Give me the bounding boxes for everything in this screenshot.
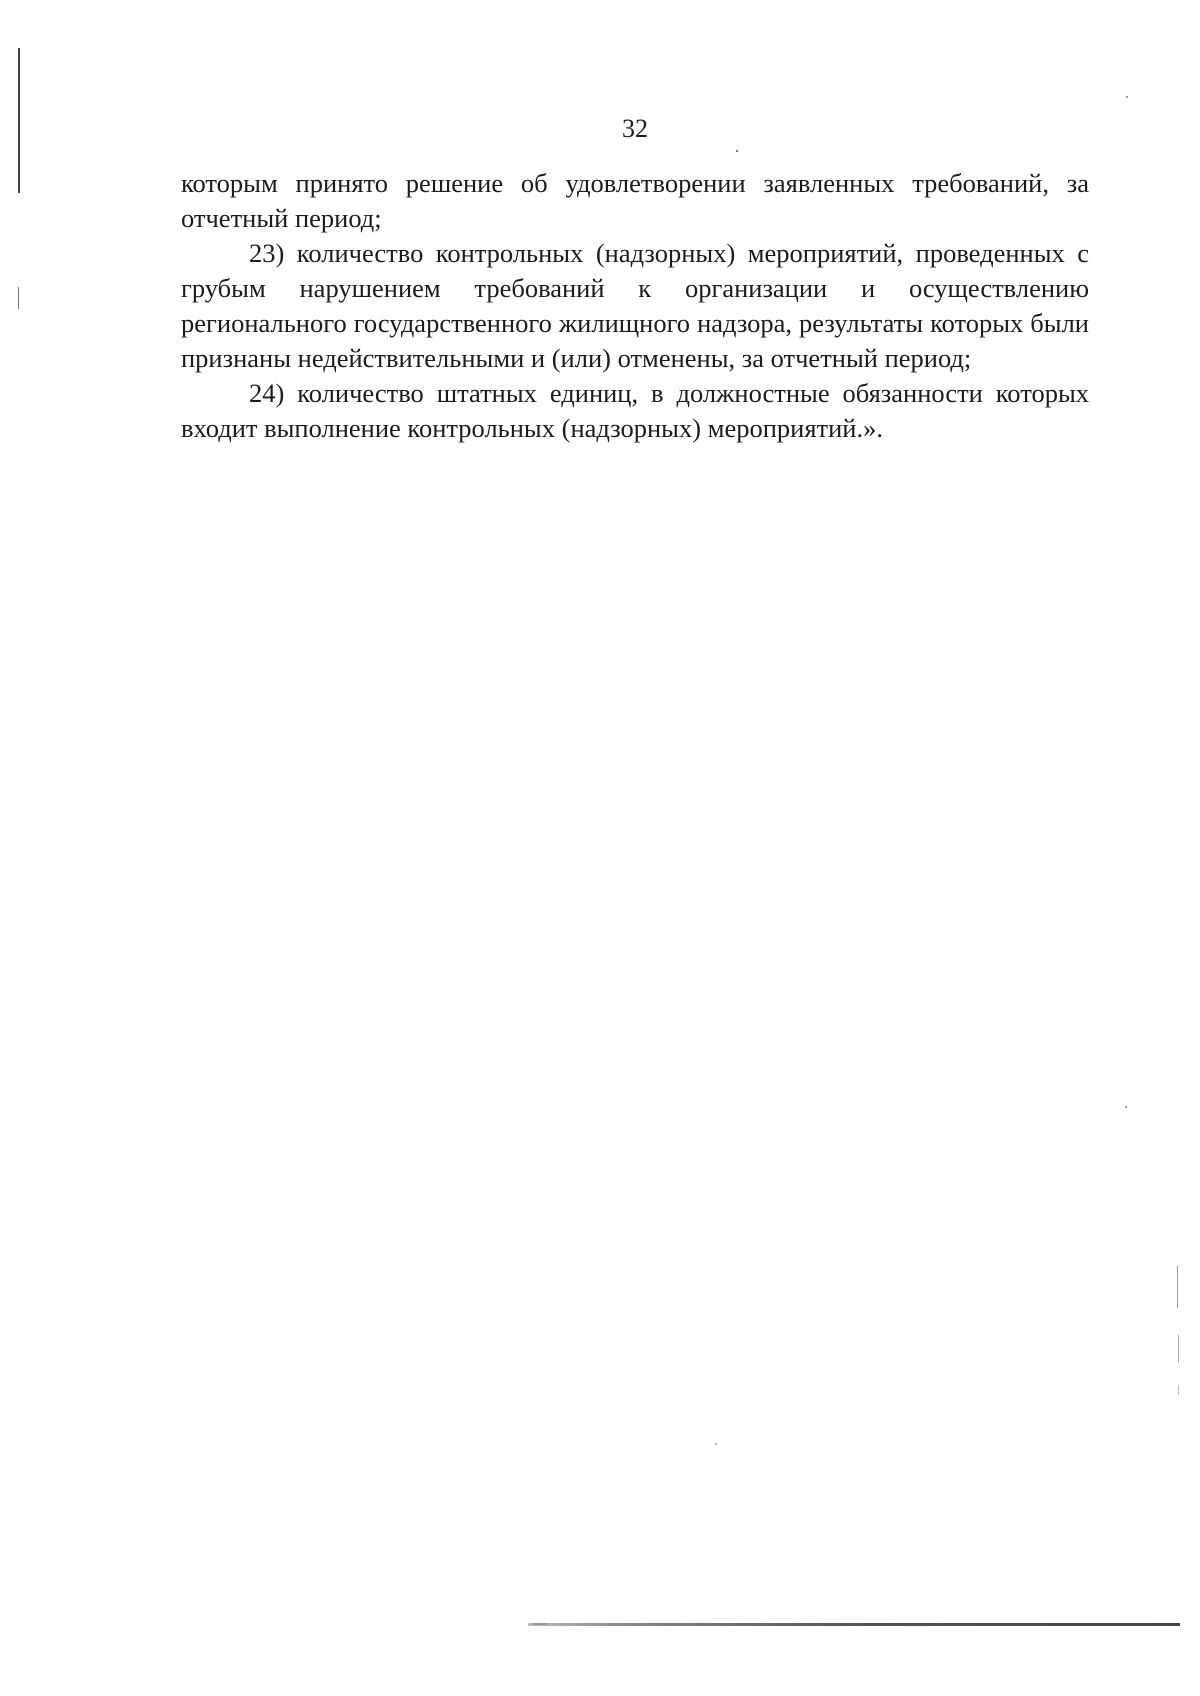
scan-speck (715, 1443, 717, 1445)
footer-rule-dash (533, 1623, 547, 1625)
scan-speck (736, 150, 738, 152)
scan-edge-mark (1178, 1385, 1179, 1395)
document-body (181, 166, 1089, 446)
page-number: 32 (622, 114, 648, 143)
paragraph-item-24: 24) количество штатных единиц, в должностные обязанности которых входит выполнение контрольных (надзорных) мероприятий.». (181, 378, 1089, 443)
paragraph-item-23: 23) количество контрольных (надзорных) мероприятий, проведенных с грубым нарушением требований к организации и осуществлению регионального государственного жилищного надзора, результаты которых были признаны недействительными и (или) отменены, за отчетный период; (181, 238, 1089, 373)
scan-speck (1126, 96, 1128, 98)
scan-edge-mark (18, 287, 19, 309)
paragraph-continuation: которым принято решение об удовлетворении заявленных требований, за отчетный период; (181, 168, 1089, 233)
scan-speck (1125, 1106, 1127, 1108)
footer-rule (528, 1623, 1180, 1626)
scan-edge-mark (1177, 1266, 1178, 1308)
scan-edge-mark (1178, 1335, 1179, 1363)
